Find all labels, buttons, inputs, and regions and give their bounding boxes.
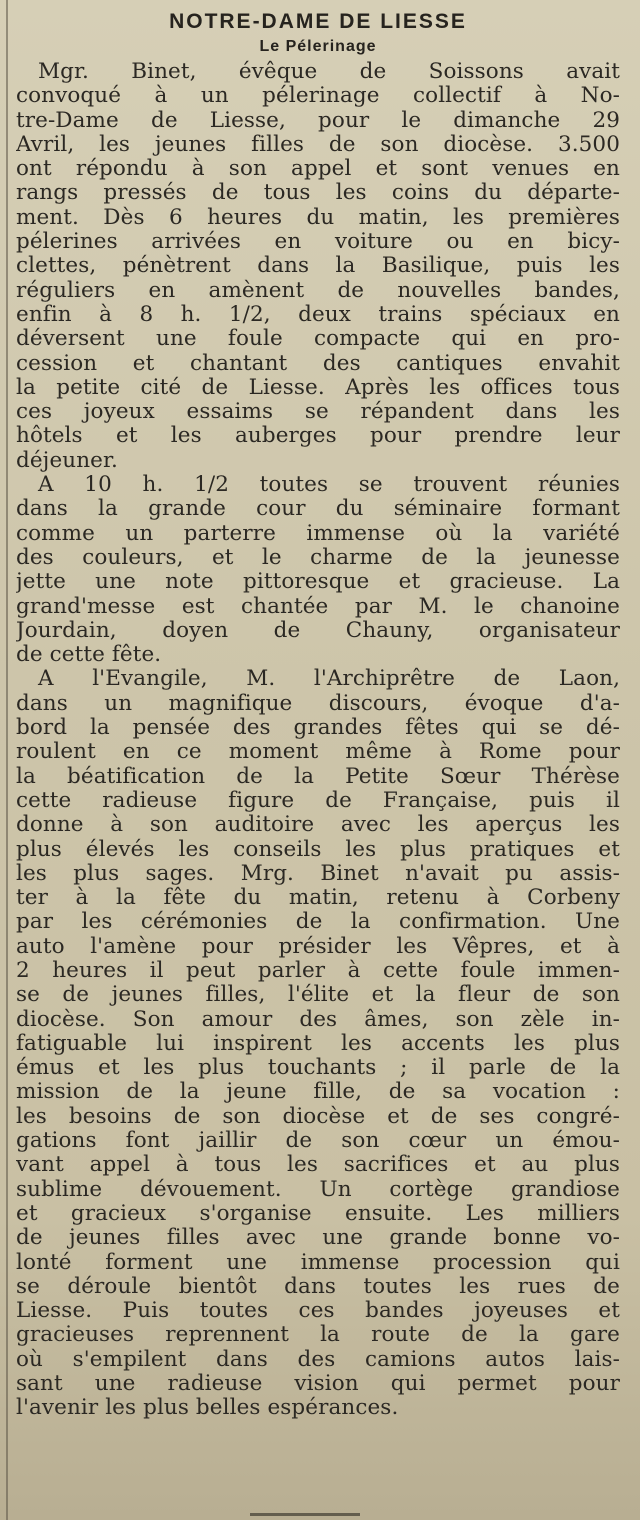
text-line: ont répondu à son appel et sont venues en <box>16 157 620 182</box>
article-end-rule <box>250 1513 360 1516</box>
text-line: grand'messe est chantée par M. le chanoine <box>16 594 620 619</box>
text-line: roulent en ce moment même à Rome pour <box>16 740 620 765</box>
text-line: se de jeunes filles, l'élite et la fleur de son <box>16 983 620 1008</box>
text-line: clettes, pénètrent dans la Basilique, puis les <box>16 254 620 279</box>
text-line: bord la pensée des grandes fêtes qui se dé- <box>16 716 620 741</box>
text-line: fatiguable lui inspirent les accents les plus <box>16 1031 620 1056</box>
text-line: vant appel à tous les sacrifices et au plus <box>16 1153 620 1178</box>
text-line: les plus sages. Mrg. Binet n'avait pu assis- <box>16 861 620 886</box>
text-line: par les cérémonies de la confirmation. Une <box>16 910 620 935</box>
text-line: Liesse. Puis toutes ces bandes joyeuses et <box>16 1299 620 1324</box>
text-line: convoqué à un pélerinage collectif à No- <box>16 84 620 109</box>
text-line: 2 heures il peut parler à cette foule immen- <box>16 958 620 983</box>
text-line: émus et les plus touchants ; il parle de la <box>16 1056 620 1081</box>
text-line: sublime dévouement. Un cortège grandiose <box>16 1177 620 1202</box>
text-line: Jourdain, doyen de Chauny, organisateur <box>16 618 620 643</box>
text-line: pélerines arrivées en voiture ou en bicy- <box>16 230 620 255</box>
text-line: hôtels et les auberges pour prendre leur <box>16 424 620 449</box>
text-line: tre-Dame de Liesse, pour le dimanche 29 <box>16 108 620 133</box>
text-line: Avril, les jeunes filles de son diocèse. 3.500 <box>16 132 620 157</box>
text-line: cession et chantant des cantiques envahit <box>16 351 620 376</box>
text-line: rangs pressés de tous les coins du départe- <box>16 181 620 206</box>
text-line: déversent une foule compacte qui en pro- <box>16 327 620 352</box>
text-line: de cette fête. <box>16 643 162 668</box>
text-line: où s'empilent dans des camions autos lais- <box>16 1347 620 1372</box>
text-line: de jeunes filles avec une grande bonne vo- <box>16 1226 620 1251</box>
article-headline: NOTRE-DAME DE LIESSE <box>169 10 467 33</box>
text-line: ces joyeux essaims se répandent dans les <box>16 400 620 425</box>
text-line: ment. Dès 6 heures du matin, les premières <box>16 205 620 230</box>
text-line: des couleurs, et le charme de la jeunesse <box>16 545 620 570</box>
text-line: plus élevés les conseils les plus pratiques et <box>16 837 620 862</box>
article <box>16 8 620 1421</box>
text-line: jette une note pittoresque et gracieuse. La <box>16 570 620 595</box>
text-line: donne à son auditoire avec les aperçus les <box>16 813 620 838</box>
text-line: et gracieux s'organise ensuite. Les milliers <box>16 1201 620 1226</box>
text-line: enfin à 8 h. 1/2, deux trains spéciaux en <box>16 302 620 327</box>
text-line: A 10 h. 1/2 toutes se trouvent réunies <box>38 473 620 498</box>
text-line: gracieuses reprennent la route de la gare <box>16 1323 620 1348</box>
article-subhead: Le Pélerinage <box>259 38 377 55</box>
text-line: auto l'amène pour présider les Vêpres, et à <box>16 934 620 959</box>
text-line: se déroule bientôt dans toutes les rues de <box>16 1274 620 1299</box>
text-line: la béatification de la Petite Sœur Thérèse <box>16 764 620 789</box>
text-line: cette radieuse figure de Française, puis il <box>16 788 620 813</box>
article-body <box>16 60 620 1421</box>
text-line: lonté forment une immense procession qui <box>16 1250 620 1275</box>
text-line: les besoins de son diocèse et de ses congré- <box>16 1104 620 1129</box>
text-line: dans un magnifique discours, évoque d'a- <box>16 691 620 716</box>
text-line: comme un parterre immense où la variété <box>16 521 620 546</box>
text-line: diocèse. Son amour des âmes, son zèle in- <box>16 1007 620 1032</box>
text-line: la petite cité de Liesse. Après les offices tous <box>16 375 620 400</box>
column-rule <box>6 0 8 1520</box>
text-line: ter à la fête du matin, retenu à Corbeny <box>16 886 620 911</box>
text-line: l'avenir les plus belles espérances. <box>16 1396 399 1421</box>
text-line: Mgr. Binet, évêque de Soissons avait <box>38 60 620 84</box>
text-line: gations font jaillir de son cœur un émou- <box>16 1129 620 1154</box>
text-line: mission de la jeune fille, de sa vocation : <box>16 1080 620 1105</box>
text-line: A l'Evangile, M. l'Archiprêtre de Laon, <box>38 667 620 692</box>
text-line: réguliers en amènent de nouvelles bandes, <box>16 278 620 303</box>
text-line: sant une radieuse vision qui permet pour <box>16 1372 620 1397</box>
text-line: déjeuner. <box>16 448 118 473</box>
text-line: dans la grande cour du séminaire formant <box>16 497 620 522</box>
